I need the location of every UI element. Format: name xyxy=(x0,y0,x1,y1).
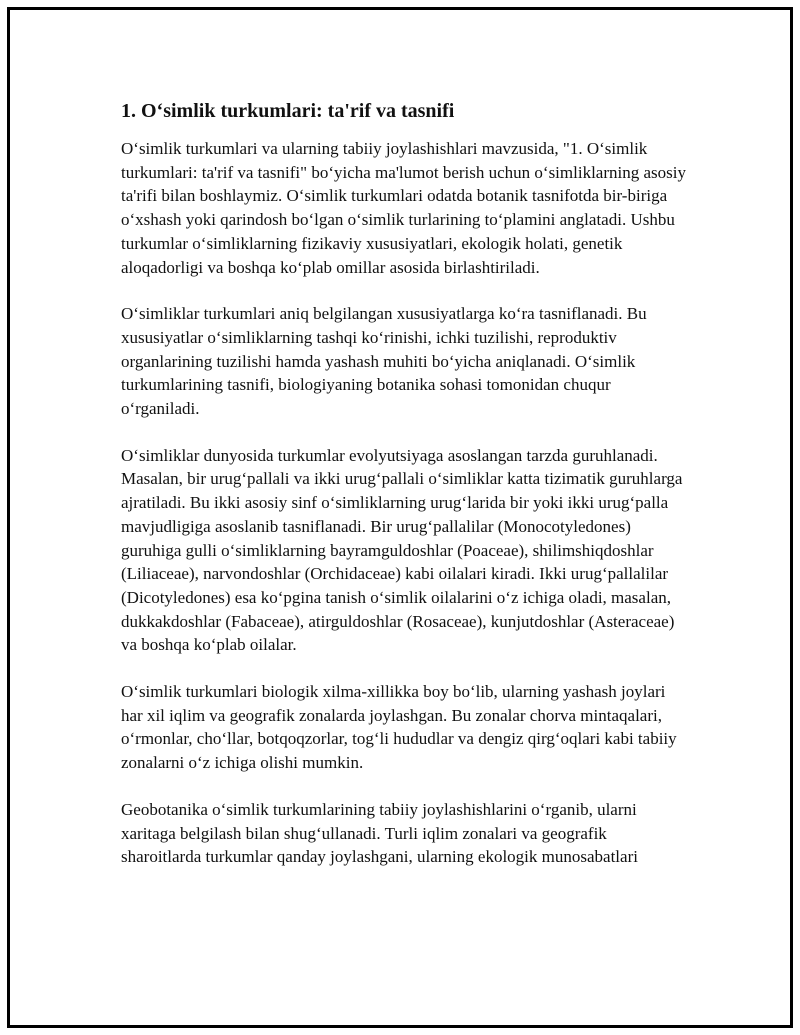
page-title: 1. O‘simlik turkumlari: ta'rif va tasnifi xyxy=(121,100,455,122)
paragraph-1: O‘simlik turkumlari va ularning tabiiy joylashishlari mavzusida, "1. O‘simlik turkumlari: ta'rif va tasnifi" bo‘yicha ma'lumot berish uchun o‘simliklarning asosiy ta'rifi bilan boshlaymiz. O‘simlik turkumlari odatda botanik tasnifotda bir-biriga o‘xshash yoki qarindosh bo‘lgan o‘simlik turlarining to‘plamini anglatadi. Ushbu turkumlar o‘simliklarning fizikaviy xususiyatlari, ekologik holati, genetik aloqadorligi va boshqa ko‘plab omillar asosida birlashtiriladi. xyxy=(121,139,686,277)
paragraph-5: Geobotanika o‘simlik turkumlarining tabiiy joylashishlarini o‘rganib, ularni xaritaga belgilash bilan shug‘ullanadi. Turli iqlim zonalari va geografik sharoitlarda turkumlar qanday joylashgani, ularning ekologik munosabatlari xyxy=(121,799,638,867)
page-frame xyxy=(7,7,793,1028)
paragraph-3: O‘simliklar dunyosida turkumlar evolyutsiyaga asoslangan tarzda guruhlanadi. Masalan, bir urug‘pallali va ikki urug‘pallali o‘simliklar katta tizimatik guruhlarga ajratiladi. Bu ikki asosiy sinf o‘simliklarning urug‘larida bir yoki ikki urug‘palla mavjudligiga asoslanib tasniflanadi. Bir urug‘pallalilar (Monocotyledones) guruhiga gulli o‘simliklarning bayramguldoshlar (Poaceae), shilimshiqdoshlar (Liliaceae), narvondoshlar (Orchidaceae) kabi oilalari kiradi. Ikki urug‘pallalilar (Dicotyledones) esa ko‘pgina tanish o‘simlik oilalarini o‘z ichiga oladi, masalan, dukkakdoshlar (Fabaceae), atirguldoshlar (Rosaceae), kunjutdoshlar (Asteraceae) va boshqa ko‘plab oilalar. xyxy=(121,445,683,655)
document-body xyxy=(121,98,691,892)
paragraph-2: O‘simliklar turkumlari aniq belgilangan xususiyatlarga ko‘ra tasniflanadi. Bu xususiyatlar o‘simliklarning tashqi ko‘rinishi, ichki tuzilishi, reproduktiv organlarining tuzilishi hamda yashash muhiti bo‘yicha aniqlanadi. O‘simlik turkumlarining tasnifi, biologiyaning botanika sohasi tomonidan chuqur o‘rganiladi. xyxy=(121,304,647,419)
paragraph-4: O‘simlik turkumlari biologik xilma-xillikka boy bo‘lib, ularning yashash joylari har xil iqlim va geografik zonalarda joylashgan. Bu zonalar chorva mintaqalari, o‘rmonlar, cho‘llar, botqoqzorlar, tog‘li hududlar va dengiz qirg‘oqlari kabi tabiiy zonalarni o‘z ichiga olishi mumkin. xyxy=(121,682,677,773)
